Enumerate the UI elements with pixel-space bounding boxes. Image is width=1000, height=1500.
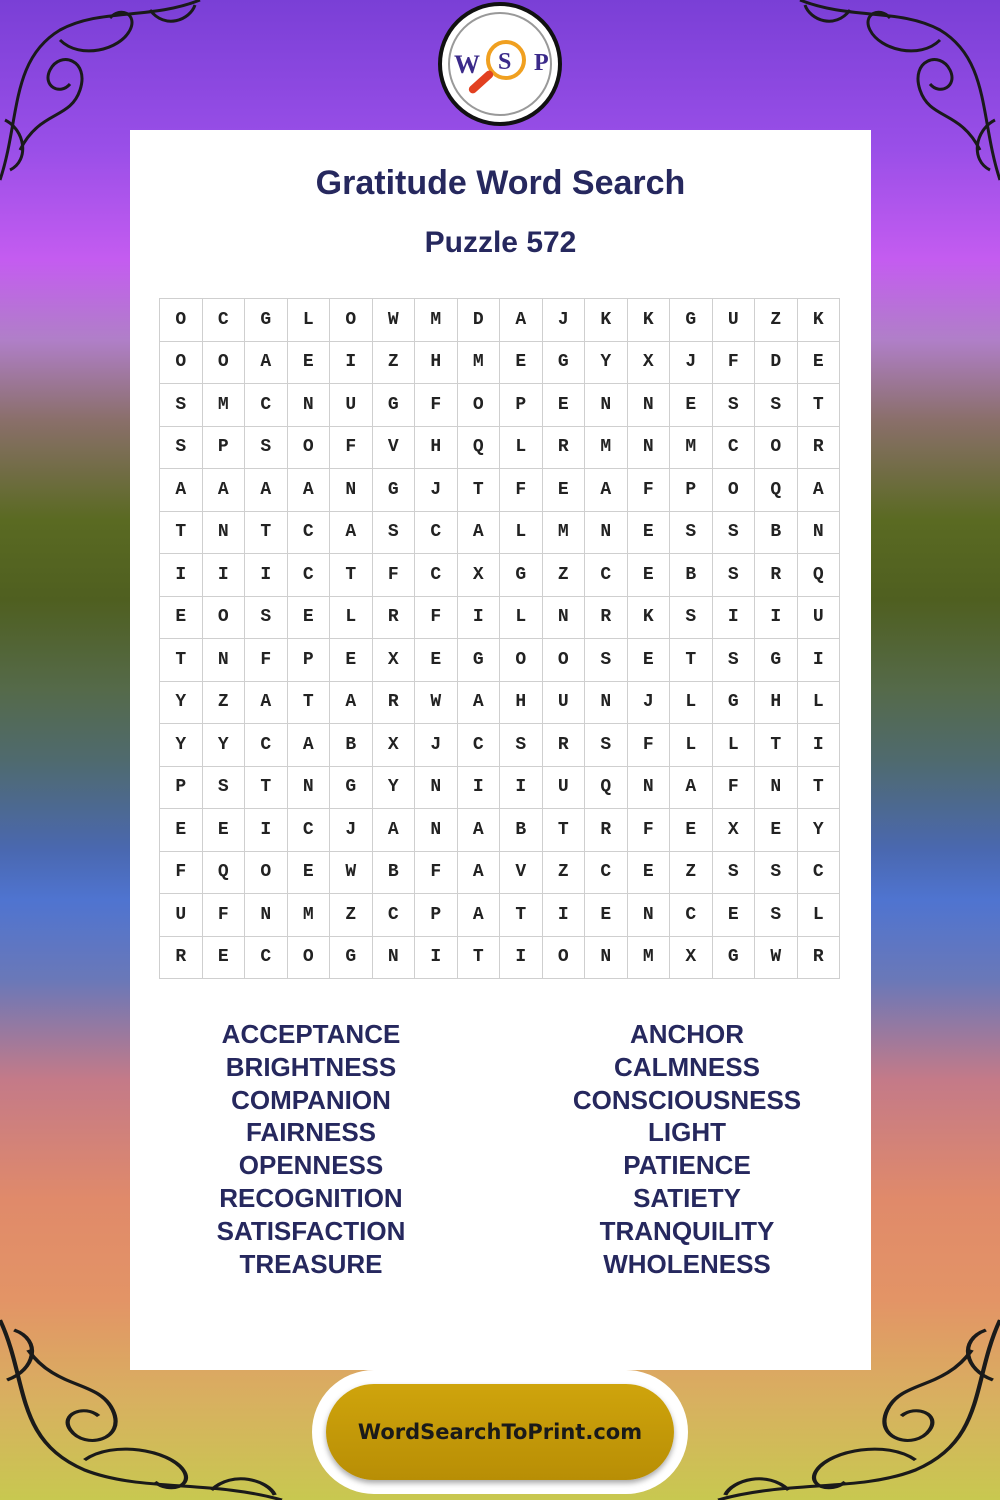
grid-cell: T <box>160 639 203 682</box>
grid-cell: F <box>415 597 458 640</box>
grid-cell: L <box>500 512 543 555</box>
letter-grid <box>159 298 840 979</box>
grid-cell: N <box>543 597 586 640</box>
grid-cell: P <box>203 427 246 470</box>
word-list-item: TRANQUILITY <box>599 1215 775 1246</box>
grid-cell: F <box>245 639 288 682</box>
grid-cell: F <box>415 384 458 427</box>
word-list-item: COMPANION <box>231 1084 391 1115</box>
grid-cell: T <box>798 767 841 810</box>
logo-letter-p: P <box>534 50 549 76</box>
grid-cell: F <box>713 342 756 385</box>
grid-cell: E <box>585 894 628 937</box>
grid-cell: N <box>288 767 331 810</box>
grid-cell: T <box>245 767 288 810</box>
grid-cell: L <box>713 724 756 767</box>
grid-cell: N <box>798 512 841 555</box>
grid-cell: I <box>543 894 586 937</box>
grid-cell: G <box>543 342 586 385</box>
grid-cell: S <box>203 767 246 810</box>
grid-cell: L <box>798 682 841 725</box>
grid-cell: T <box>500 894 543 937</box>
grid-cell: I <box>160 554 203 597</box>
grid-cell: E <box>713 894 756 937</box>
grid-cell: R <box>798 937 841 980</box>
grid-cell: O <box>160 342 203 385</box>
grid-cell: C <box>288 554 331 597</box>
grid-cell: T <box>288 682 331 725</box>
grid-cell: P <box>160 767 203 810</box>
grid-cell: B <box>500 809 543 852</box>
grid-cell: O <box>713 469 756 512</box>
grid-cell: O <box>203 597 246 640</box>
grid-cell: D <box>458 299 501 342</box>
grid-cell: F <box>415 852 458 895</box>
grid-cell: I <box>713 597 756 640</box>
grid-cell: Z <box>330 894 373 937</box>
grid-cell: C <box>713 427 756 470</box>
grid-cell: G <box>713 937 756 980</box>
grid-cell: X <box>670 937 713 980</box>
grid-cell: R <box>798 427 841 470</box>
grid-cell: W <box>330 852 373 895</box>
grid-cell: I <box>245 554 288 597</box>
grid-cell: W <box>415 682 458 725</box>
grid-cell: I <box>798 639 841 682</box>
grid-cell: Q <box>585 767 628 810</box>
grid-cell: Q <box>755 469 798 512</box>
grid-cell: J <box>415 469 458 512</box>
grid-cell: H <box>500 682 543 725</box>
grid-cell: O <box>330 299 373 342</box>
word-list-item: CALMNESS <box>614 1051 760 1082</box>
word-list-item: RECOGNITION <box>219 1182 403 1213</box>
grid-cell: A <box>288 469 331 512</box>
grid-cell: R <box>543 724 586 767</box>
word-list-item: TREASURE <box>239 1248 383 1279</box>
grid-cell: N <box>585 682 628 725</box>
grid-cell: C <box>415 512 458 555</box>
grid-cell: E <box>203 809 246 852</box>
grid-cell: T <box>245 512 288 555</box>
grid-cell: E <box>330 639 373 682</box>
word-list-item: PATIENCE <box>623 1150 751 1181</box>
grid-cell: G <box>670 299 713 342</box>
grid-cell: Q <box>798 554 841 597</box>
grid-cell: G <box>373 469 416 512</box>
grid-cell: M <box>628 937 671 980</box>
grid-cell: E <box>628 852 671 895</box>
grid-cell: L <box>500 427 543 470</box>
grid-cell: M <box>670 427 713 470</box>
grid-cell: F <box>713 767 756 810</box>
grid-cell: Y <box>160 682 203 725</box>
grid-cell: E <box>628 512 671 555</box>
grid-cell: N <box>415 809 458 852</box>
grid-cell: M <box>415 299 458 342</box>
puzzle-number: Puzzle 572 <box>424 226 577 259</box>
grid-cell: U <box>160 894 203 937</box>
grid-cell: S <box>585 724 628 767</box>
grid-cell: M <box>288 894 331 937</box>
grid-cell: E <box>288 852 331 895</box>
grid-cell: E <box>670 384 713 427</box>
grid-cell: N <box>628 427 671 470</box>
grid-cell: S <box>713 639 756 682</box>
grid-cell: T <box>458 937 501 980</box>
grid-cell: E <box>755 809 798 852</box>
grid-cell: F <box>628 724 671 767</box>
grid-cell: N <box>628 894 671 937</box>
grid-cell: C <box>458 724 501 767</box>
grid-cell: U <box>713 299 756 342</box>
grid-cell: R <box>373 682 416 725</box>
grid-cell: U <box>543 682 586 725</box>
grid-cell: X <box>628 342 671 385</box>
grid-cell: J <box>330 809 373 852</box>
grid-cell: A <box>160 469 203 512</box>
grid-cell: T <box>755 724 798 767</box>
grid-cell: K <box>628 597 671 640</box>
grid-cell: L <box>670 724 713 767</box>
grid-cell: C <box>288 512 331 555</box>
grid-cell: N <box>415 767 458 810</box>
grid-cell: C <box>373 894 416 937</box>
grid-cell: F <box>628 809 671 852</box>
word-list-right <box>502 1018 872 1280</box>
grid-cell: P <box>415 894 458 937</box>
grid-cell: R <box>160 937 203 980</box>
grid-cell: X <box>373 639 416 682</box>
grid-cell: N <box>203 512 246 555</box>
grid-cell: I <box>458 597 501 640</box>
grid-cell: C <box>245 384 288 427</box>
grid-cell: S <box>670 512 713 555</box>
grid-cell: A <box>288 724 331 767</box>
grid-cell: N <box>585 384 628 427</box>
grid-cell: J <box>628 682 671 725</box>
grid-cell: O <box>500 639 543 682</box>
grid-cell: M <box>458 342 501 385</box>
grid-cell: Y <box>798 809 841 852</box>
grid-cell: J <box>670 342 713 385</box>
grid-cell: E <box>160 597 203 640</box>
grid-cell: C <box>415 554 458 597</box>
grid-cell: O <box>755 427 798 470</box>
grid-cell: R <box>543 427 586 470</box>
grid-cell: K <box>585 299 628 342</box>
word-list-item: LIGHT <box>648 1117 726 1148</box>
word-list-item: ACCEPTANCE <box>221 1019 401 1049</box>
grid-cell: A <box>245 682 288 725</box>
grid-cell: A <box>203 469 246 512</box>
grid-cell: I <box>798 724 841 767</box>
grid-cell: S <box>713 512 756 555</box>
word-list-item: SATISFACTION <box>216 1215 406 1246</box>
grid-cell: N <box>755 767 798 810</box>
grid-cell: X <box>713 809 756 852</box>
grid-cell: R <box>585 809 628 852</box>
grid-cell: L <box>330 597 373 640</box>
word-list-item: FAIRNESS <box>245 1117 377 1148</box>
grid-cell: Z <box>755 299 798 342</box>
grid-cell: T <box>543 809 586 852</box>
grid-cell: W <box>373 299 416 342</box>
grid-cell: I <box>330 342 373 385</box>
grid-cell: O <box>458 384 501 427</box>
grid-cell: A <box>798 469 841 512</box>
grid-cell: S <box>500 724 543 767</box>
grid-cell: Y <box>373 767 416 810</box>
grid-cell: F <box>373 554 416 597</box>
grid-cell: S <box>713 852 756 895</box>
grid-cell: S <box>755 384 798 427</box>
grid-cell: B <box>670 554 713 597</box>
puzzle-card <box>130 130 871 1370</box>
grid-cell: T <box>330 554 373 597</box>
grid-cell: C <box>798 852 841 895</box>
grid-cell: F <box>160 852 203 895</box>
grid-cell: V <box>373 427 416 470</box>
grid-cell: M <box>203 384 246 427</box>
grid-cell: J <box>543 299 586 342</box>
grid-cell: R <box>373 597 416 640</box>
grid-cell: A <box>245 469 288 512</box>
grid-cell: E <box>500 342 543 385</box>
grid-cell: B <box>373 852 416 895</box>
grid-cell: B <box>330 724 373 767</box>
word-list-item: OPENNESS <box>238 1150 384 1181</box>
grid-cell: O <box>245 852 288 895</box>
grid-cell: O <box>288 427 331 470</box>
grid-cell: F <box>628 469 671 512</box>
grid-cell: C <box>670 894 713 937</box>
grid-cell: I <box>415 937 458 980</box>
grid-cell: E <box>203 937 246 980</box>
grid-cell: S <box>713 384 756 427</box>
grid-cell: E <box>288 597 331 640</box>
word-list-left <box>126 1018 496 1280</box>
grid-cell: H <box>755 682 798 725</box>
grid-cell: I <box>500 767 543 810</box>
grid-cell: N <box>628 767 671 810</box>
word-list-item: BRIGHTNESS <box>225 1051 397 1082</box>
grid-cell: A <box>458 512 501 555</box>
grid-cell: E <box>798 342 841 385</box>
grid-cell: I <box>245 809 288 852</box>
grid-cell: E <box>543 384 586 427</box>
word-list-item: ANCHOR <box>629 1019 745 1049</box>
grid-cell: E <box>670 809 713 852</box>
grid-cell: Y <box>585 342 628 385</box>
grid-cell: W <box>755 937 798 980</box>
grid-cell: Q <box>458 427 501 470</box>
grid-cell: P <box>288 639 331 682</box>
grid-cell: A <box>585 469 628 512</box>
grid-cell: O <box>288 937 331 980</box>
grid-cell: I <box>458 767 501 810</box>
grid-cell: R <box>585 597 628 640</box>
grid-cell: Z <box>670 852 713 895</box>
grid-cell: L <box>670 682 713 725</box>
grid-cell: A <box>458 809 501 852</box>
logo-letter-w: W <box>454 50 480 79</box>
grid-cell: A <box>458 852 501 895</box>
grid-cell: Q <box>203 852 246 895</box>
grid-cell: A <box>330 682 373 725</box>
grid-cell: P <box>500 384 543 427</box>
grid-cell: G <box>330 937 373 980</box>
grid-cell: S <box>160 384 203 427</box>
grid-cell: A <box>458 682 501 725</box>
grid-cell: S <box>160 427 203 470</box>
grid-cell: E <box>288 342 331 385</box>
grid-cell: F <box>330 427 373 470</box>
grid-cell: L <box>798 894 841 937</box>
grid-cell: X <box>458 554 501 597</box>
grid-cell: O <box>160 299 203 342</box>
grid-cell: G <box>713 682 756 725</box>
grid-cell: T <box>670 639 713 682</box>
grid-cell: M <box>543 512 586 555</box>
grid-cell: U <box>330 384 373 427</box>
grid-cell: Z <box>203 682 246 725</box>
grid-cell: N <box>203 639 246 682</box>
grid-cell: S <box>245 427 288 470</box>
grid-cell: S <box>245 597 288 640</box>
grid-cell: E <box>543 469 586 512</box>
grid-cell: F <box>500 469 543 512</box>
grid-cell: F <box>203 894 246 937</box>
grid-cell: R <box>755 554 798 597</box>
grid-cell: S <box>585 639 628 682</box>
grid-cell: I <box>755 597 798 640</box>
grid-cell: Z <box>543 852 586 895</box>
grid-cell: I <box>203 554 246 597</box>
site-logo[interactable] <box>438 2 562 126</box>
grid-cell: Y <box>160 724 203 767</box>
grid-cell: B <box>755 512 798 555</box>
grid-cell: C <box>585 554 628 597</box>
grid-cell: S <box>373 512 416 555</box>
grid-cell: M <box>585 427 628 470</box>
grid-cell: C <box>585 852 628 895</box>
grid-cell: C <box>203 299 246 342</box>
grid-cell: U <box>798 597 841 640</box>
grid-cell: H <box>415 427 458 470</box>
grid-cell: S <box>670 597 713 640</box>
grid-cell: E <box>628 639 671 682</box>
grid-cell: N <box>628 384 671 427</box>
grid-cell: N <box>245 894 288 937</box>
grid-cell: O <box>543 937 586 980</box>
grid-cell: N <box>585 512 628 555</box>
site-link-button[interactable]: WordSearchToPrint.com <box>326 1384 674 1480</box>
grid-cell: A <box>245 342 288 385</box>
grid-cell: A <box>330 512 373 555</box>
grid-cell: G <box>373 384 416 427</box>
grid-cell: T <box>458 469 501 512</box>
grid-cell: U <box>543 767 586 810</box>
grid-cell: A <box>458 894 501 937</box>
grid-cell: G <box>755 639 798 682</box>
word-list-item: CONSCIOUSNESS <box>572 1084 802 1115</box>
grid-cell: E <box>628 554 671 597</box>
grid-cell: V <box>500 852 543 895</box>
grid-cell: G <box>458 639 501 682</box>
grid-cell: H <box>415 342 458 385</box>
grid-cell: O <box>203 342 246 385</box>
grid-cell: G <box>245 299 288 342</box>
grid-cell: X <box>373 724 416 767</box>
grid-cell: P <box>670 469 713 512</box>
grid-cell: S <box>755 894 798 937</box>
grid-cell: T <box>160 512 203 555</box>
grid-cell: E <box>160 809 203 852</box>
grid-cell: J <box>415 724 458 767</box>
word-list-item: WHOLENESS <box>603 1248 771 1279</box>
grid-cell: K <box>628 299 671 342</box>
grid-cell: S <box>713 554 756 597</box>
grid-cell: A <box>670 767 713 810</box>
grid-cell: G <box>330 767 373 810</box>
grid-cell: S <box>755 852 798 895</box>
grid-cell: L <box>288 299 331 342</box>
grid-cell: C <box>288 809 331 852</box>
grid-cell: D <box>755 342 798 385</box>
grid-cell: E <box>415 639 458 682</box>
grid-cell: Y <box>203 724 246 767</box>
grid-cell: N <box>585 937 628 980</box>
grid-cell: N <box>288 384 331 427</box>
grid-cell: C <box>245 937 288 980</box>
grid-cell: O <box>543 639 586 682</box>
grid-cell: C <box>245 724 288 767</box>
grid-cell: A <box>500 299 543 342</box>
grid-cell: K <box>798 299 841 342</box>
grid-cell: G <box>500 554 543 597</box>
page-title: Gratitude Word Search <box>315 164 686 202</box>
grid-cell: N <box>330 469 373 512</box>
logo-letter-s: S <box>498 49 512 75</box>
grid-cell: A <box>373 809 416 852</box>
word-list-item: SATIETY <box>633 1182 741 1213</box>
grid-cell: N <box>373 937 416 980</box>
grid-cell: T <box>798 384 841 427</box>
grid-cell: L <box>500 597 543 640</box>
grid-cell: Z <box>543 554 586 597</box>
grid-cell: I <box>500 937 543 980</box>
grid-cell: Z <box>373 342 416 385</box>
